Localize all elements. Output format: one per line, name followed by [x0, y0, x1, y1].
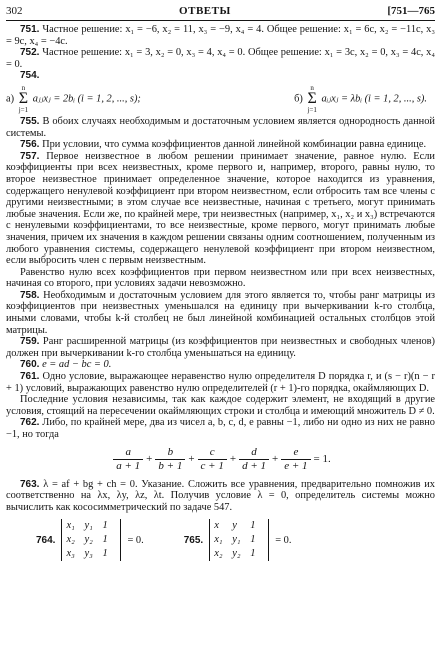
- sigma-icon: Σ: [18, 89, 29, 107]
- equation-b-text: aᵢⱼxⱼ = λbᵢ (i = 1, 2, ..., s).: [321, 93, 427, 105]
- sigma-icon: Σ: [307, 89, 317, 107]
- det-cell: 1: [102, 520, 108, 532]
- equals-zero: = 0.: [275, 534, 292, 546]
- det-cell: 1: [250, 548, 256, 560]
- det-cell: x₁: [214, 534, 223, 546]
- answer-number: 751.: [20, 24, 40, 35]
- header-rule: [6, 20, 435, 21]
- det-cell: 1: [102, 534, 108, 546]
- sum-upper: n: [310, 83, 314, 92]
- sum-lower: j=1: [307, 105, 317, 114]
- numerator: a: [125, 446, 131, 459]
- answer-761-continued: Последние условия независимы, так как каждое содержит элемент, не входящий в другие условия, стоящий на пересечении окаймляющих строки и столбца и имеющий множитель D ≠ 0.: [6, 394, 435, 417]
- page-header: [6, 6, 435, 19]
- denominator: c + 1: [198, 459, 227, 473]
- equals-one: = 1.: [313, 452, 331, 465]
- answer-761: [6, 371, 435, 394]
- fraction: [281, 446, 310, 473]
- sum-upper: n: [21, 83, 26, 92]
- det-cell: y₂: [84, 534, 93, 546]
- answer-number: 752.: [20, 47, 40, 59]
- answer-755: [6, 116, 435, 139]
- answer-text: В обоих случаях необходимым и достаточным условием является однородность данной системы.: [6, 115, 435, 139]
- plus-sign: +: [146, 452, 153, 465]
- numerator: b: [167, 446, 174, 459]
- answer-760: [6, 359, 435, 371]
- sum-lower: j=1: [18, 105, 29, 114]
- answer-number: 762.: [20, 417, 40, 429]
- sum-sign: [19, 84, 28, 114]
- answer-759: [6, 336, 435, 359]
- plus-sign: +: [272, 452, 279, 465]
- answer-number: 757.: [20, 150, 40, 162]
- answer-text: Либо, по крайней мере, два из чисел a, b, c, d, e равны −1, либо ни одно из них не равно −1, но тогда: [6, 417, 435, 440]
- sum-sign: [307, 84, 316, 114]
- answer-number: 754.: [20, 70, 40, 82]
- fraction: [113, 446, 143, 473]
- answer-text: λ = af + bg + ch = 0. Указание. Сложить все уравнения, предварительно помножив их соответственно на λx, λy, λz, λt. Получив условие λ = 0, определитель системы можно вычислить как кососимметрический по задаче 547.: [6, 478, 435, 513]
- fraction: [198, 446, 227, 473]
- answer-752: [6, 47, 435, 70]
- answer-number: 761.: [20, 371, 40, 383]
- answer-number: 764.: [36, 534, 56, 546]
- determinant: [209, 519, 269, 561]
- numerator: c: [209, 446, 215, 459]
- det-cell: y₁: [232, 534, 241, 546]
- answer-text: Частное решение: x₁ = −6, x₂ = 11, x₃ = −9, x₄ = 4. Общее решение: x₁ = 6c, x₂ = −11c, x₃ = 9c, x₄ = −4c.: [6, 24, 435, 47]
- answer-text: Необходимым и достаточным условием для этого является то, чтобы ранг матрицы из коэффициентов при неизвестных уменьшался на единицу при вычеркивании k-го столбца, иными словами, чтобы k-й столбец не был линейной комбинацией остальных столбцов этой матрицы.: [6, 289, 435, 336]
- fraction-equation: [6, 441, 435, 479]
- denominator: d + 1: [239, 459, 269, 473]
- det-cell: x₂: [66, 534, 75, 546]
- det-cell: y₁: [84, 520, 93, 532]
- denominator: e + 1: [281, 459, 310, 473]
- answer-number: 759.: [20, 336, 40, 348]
- running-title: ОТВЕТЫ: [179, 5, 231, 17]
- answer-756: [6, 139, 435, 151]
- answer-757: [6, 151, 435, 267]
- answer-text: Ранг расширенной матрицы (из коэффициентов при неизвестных и свободных членов) должен при вычеркивании k-го столбца уменьшаться на единицу.: [6, 336, 436, 359]
- page-number: 302: [6, 5, 23, 17]
- answer-757-continued: Равенство нулю всех коэффициентов при первом неизвестном или при всех неизвестных, начиная со второго, при условиях задачи невозможно.: [6, 266, 435, 290]
- det-cell: 1: [250, 534, 256, 546]
- answer-764: [36, 519, 144, 561]
- answer-762: [6, 417, 435, 440]
- denominator: a + 1: [113, 459, 143, 473]
- answer-text: e = ad − bc = 0.: [42, 359, 112, 371]
- det-cell: 1: [102, 548, 108, 560]
- equation-a-label: а): [6, 93, 15, 105]
- answer-765: [184, 519, 292, 561]
- det-cell: y₂: [232, 548, 241, 560]
- problem-range: [751—765: [387, 5, 435, 17]
- answer-754: [6, 70, 435, 82]
- answer-number: 763.: [20, 478, 40, 490]
- answer-text: Одно условие, выражающее неравенство нулю определителя D порядка r, и (s − r)(n − r + 1) условий, выражающих равенство нулю определителей (r + 1)-го порядка, окаймляющих D.: [6, 371, 435, 394]
- answer-text: Частное решение: x₁ = 3, x₂ = 0, x₃ = 4, x₄ = 0. Общее решение: x₁ = 3c, x₂ = 0, x₃ = 4c, x₄ = 0.: [6, 47, 435, 70]
- answer-text: Первое неизвестное в любом решении принимает значение, равное нулю. Если коэффициенты при всех неизвестных, кроме первого и, например, второго, равны нулю, то второе неизвестное принимает определенное значение, которое находится из уравнения, содержащего ненулевой коэффициент при втором неизвестном, если отбросить там все члены с другими неизвестными; в этом случае все неизвестные, начиная с третьего, могут принимать любые значения. Если же, по крайней мере, три неизвестных (например, x₁, x₂ и x₃) встречаются с ненулевыми коэффициентами, то все неизвестные, кроме первого, могут принимать любые значения, причем их значения в каждом решении связаны одним соотношением, полученным из любого уравнения системы, содержащего ненулевой коэффициент при втором неизвестном, если выбросить член с первым неизвестным.: [6, 150, 435, 267]
- answer-758: [6, 290, 435, 336]
- answer-754-equations: [6, 82, 435, 116]
- answer-number: 755.: [20, 115, 40, 127]
- determinant: [61, 519, 121, 561]
- det-cell: 1: [250, 520, 256, 532]
- det-cell: y: [232, 520, 237, 532]
- equation-a-text: aⱼⱼxⱼ = 2bᵢ (i = 1, 2, ..., s);: [32, 93, 141, 105]
- answer-763: [6, 479, 435, 514]
- denominator: b + 1: [155, 459, 185, 473]
- answer-number: 756.: [20, 139, 40, 151]
- fraction: [155, 446, 185, 473]
- answer-number: 758.: [20, 289, 40, 301]
- answer-number: 765.: [183, 534, 204, 546]
- det-cell: x: [214, 520, 219, 532]
- answer-text: При условии, что сумма коэффициентов данной линейной комбинации равна единице.: [42, 139, 427, 151]
- answer-number: 760.: [20, 359, 40, 371]
- numerator: e: [293, 446, 299, 459]
- plus-sign: +: [188, 452, 195, 465]
- det-cell: y₃: [84, 548, 93, 560]
- equation-b: [294, 84, 427, 114]
- answer-751: [6, 24, 435, 47]
- numerator: d: [251, 446, 257, 459]
- equation-a: [6, 84, 141, 114]
- det-cell: x₂: [214, 548, 223, 560]
- det-cell: x₃: [66, 548, 75, 560]
- equation-b-label: б): [294, 93, 303, 105]
- det-cell: x₁: [66, 520, 75, 532]
- determinant-answers: [6, 513, 435, 561]
- fraction: [239, 446, 269, 473]
- equals-zero: = 0.: [127, 534, 144, 546]
- plus-sign: +: [229, 452, 237, 465]
